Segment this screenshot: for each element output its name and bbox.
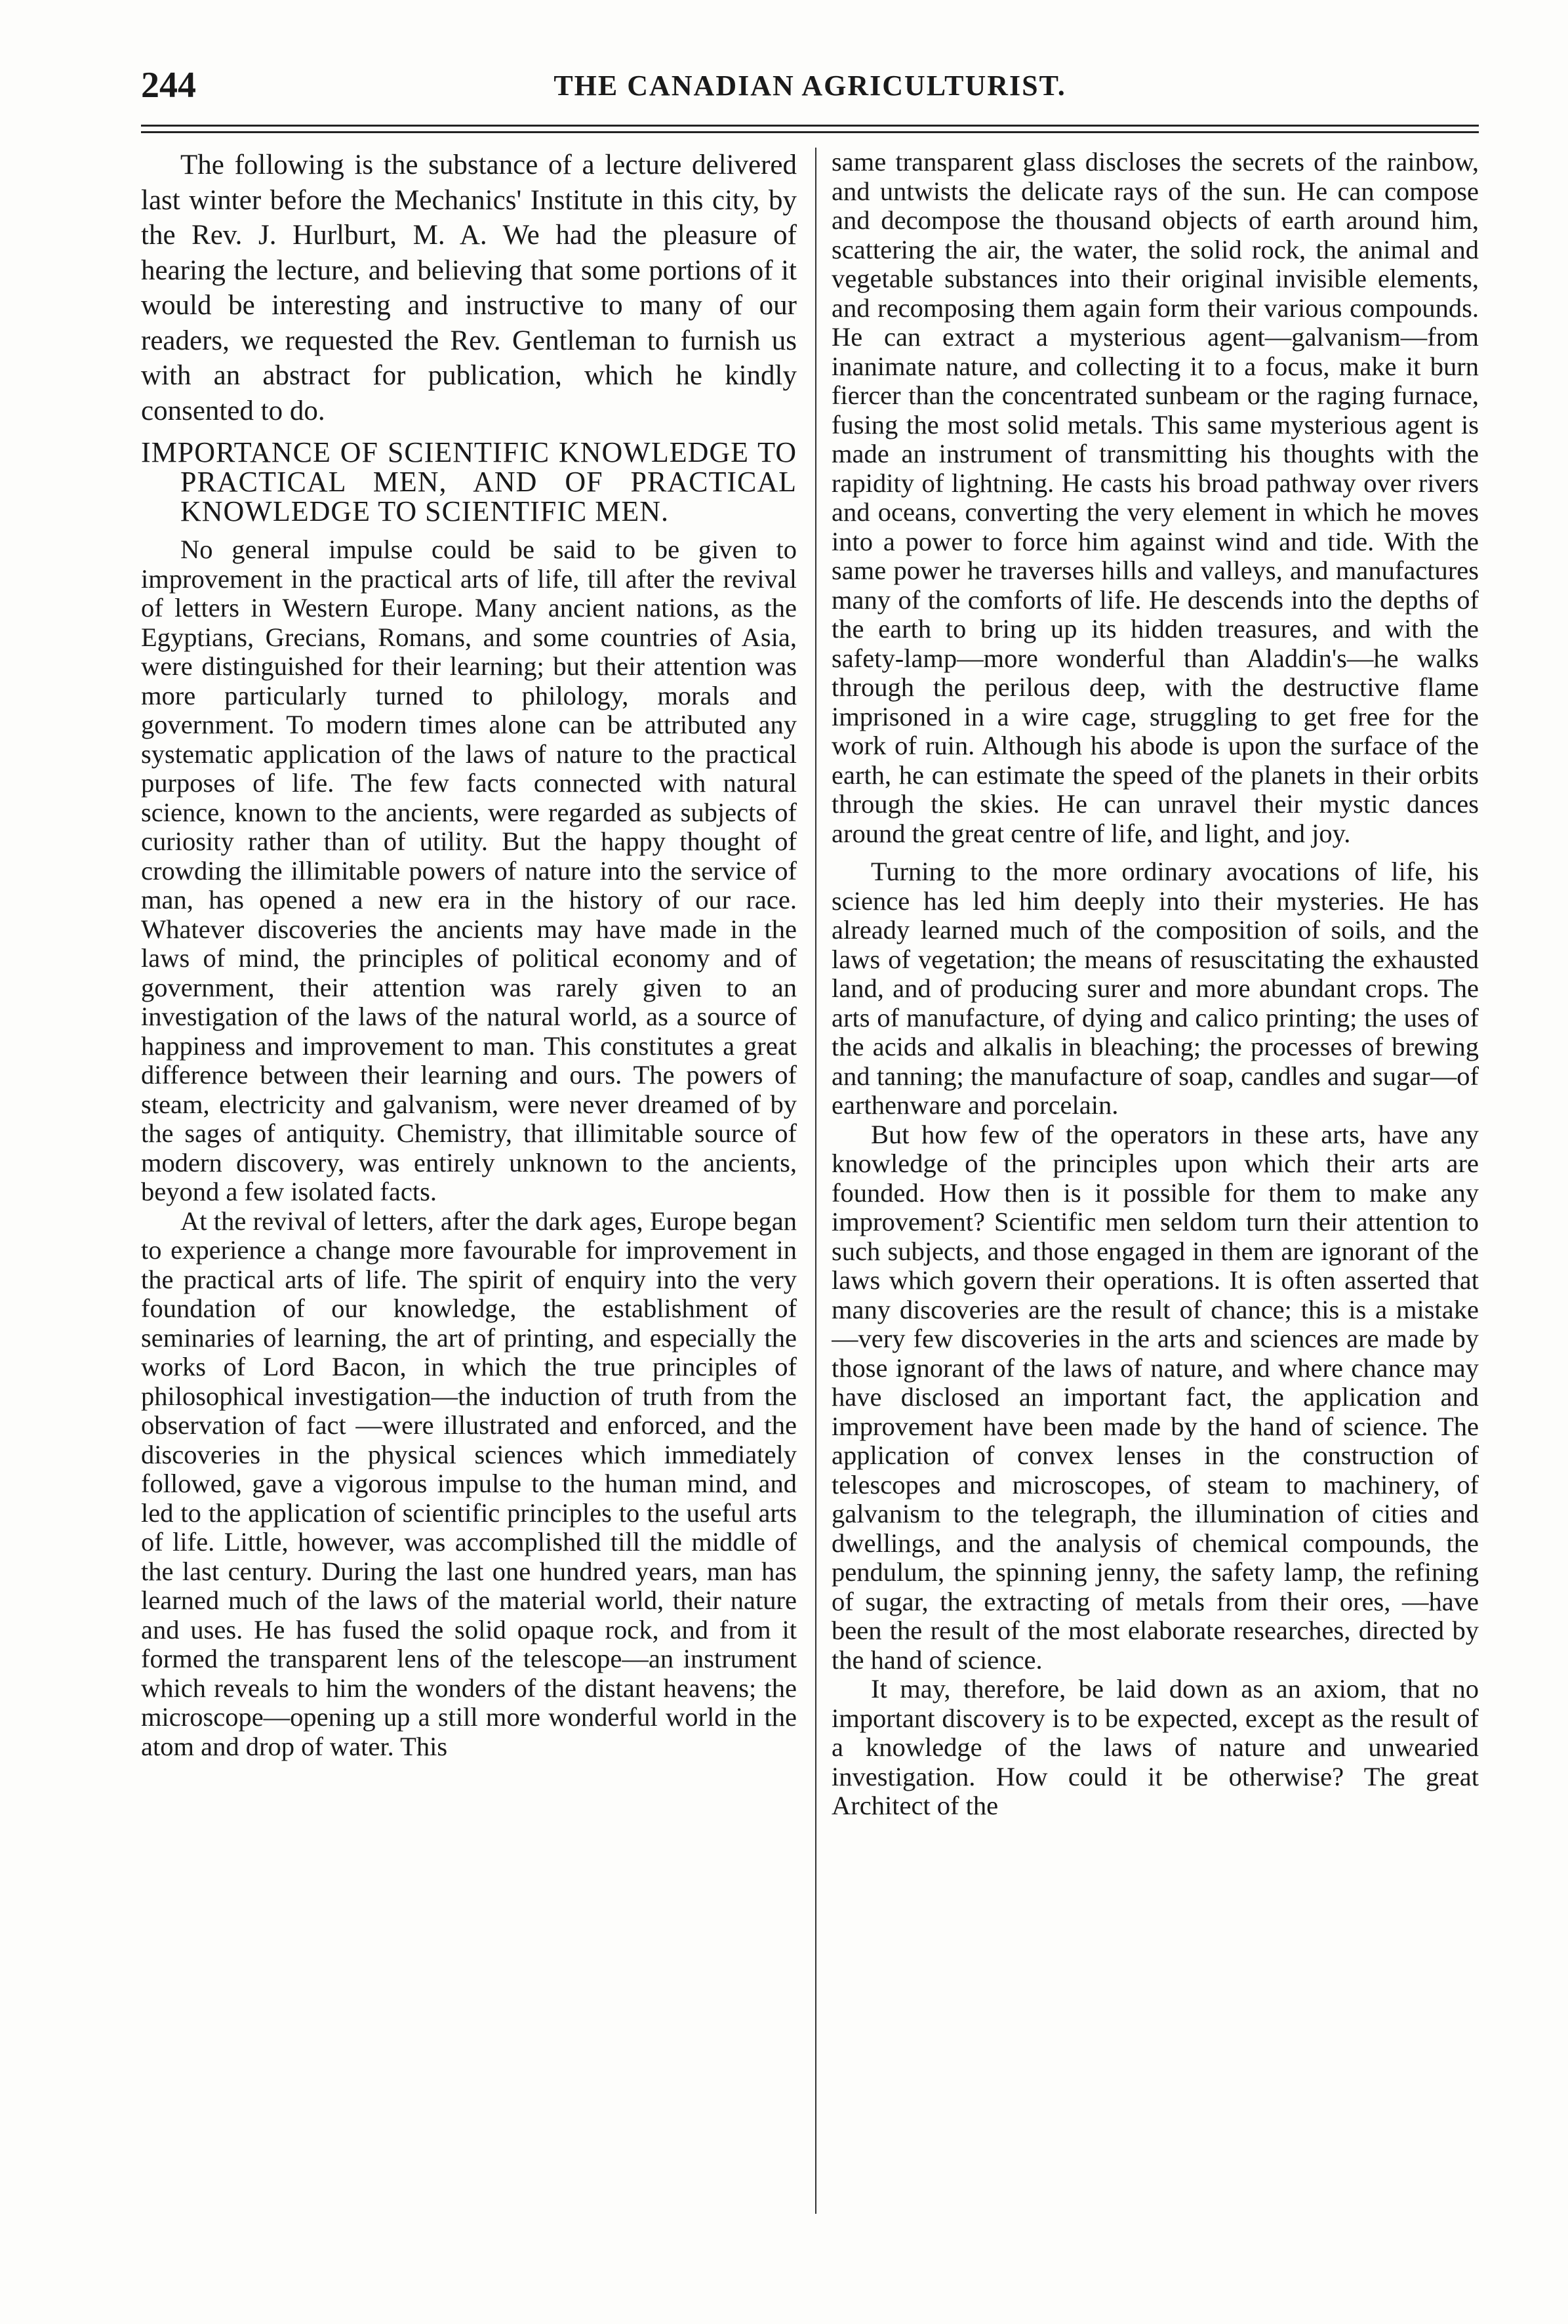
running-head (141, 66, 1479, 112)
header-rule (141, 125, 1479, 127)
article-heading: IMPORTANCE OF SCIENTIFIC KNOWLEDGE TO PRACTICAL MEN, AND OF PRACTICAL KNOWLEDGE TO SCIENTIFIC MEN. (141, 436, 797, 527)
article-paragraph: Turning to the more ordinary avocations of life, his science has led him deeply into their mysteries. He has already learned much of the composition of soils, and the laws of vegetation; the means of resuscitating the exhausted land, and of producing surer and more abundant crops. The arts of manufacture, of dying and calico printing; the uses of the acids and alkalis in bleaching; the processes of brewing and tanning; the manufacture of soap, candles and sugar—of earthenware and porcelain. (832, 857, 1479, 1120)
page-number: 244 (141, 65, 196, 106)
editorial-intro: The following is the substance of a lecture delivered last winter before the Mechanics' Institute in this city, by the Rev. J. Hurlburt, M. A. We had the pleasure of hearing the lecture, and believing that some portions of it would be interesting and instructive to many of our readers, we requested the Rev. Gentleman to furnish us with an abstract for publication, which he kindly consented to do. (141, 150, 797, 426)
header-rule (141, 131, 1479, 133)
article-paragraph: At the revival of letters, after the dark ages, Europe began to experience a change more favourable for improvement in the practical arts of life. The spirit of enquiry into the very foundation of our knowledge, the establishment of seminaries of learning, the art of printing, and especially the works of Lord Bacon, in which the true principles of philosophical investigation—the induction of truth from the observation of fact —were illustrated and enforced, and the discoveries in the physical sciences which immediately followed, gave a vigorous impulse to the human mind, and led to the application of scientific principles to the useful arts of life. Little, however, was accomplished till the middle of the last century. During the last one hundred years, man has learned much of the laws of the material world, their nature and uses. He has fused the solid opaque rock, and from it formed the transparent lens of the telescope—an instrument which reveals to him the wonders of the distant heavens; the microscope—opening up a still more wonderful world in the atom and drop of water. This (141, 1206, 797, 1761)
article-paragraph: No general impulse could be said to be given to improvement in the practical arts of life, till after the revival of letters in Western Europe. Many ancient nations, as the Egyptians, Grecians, Romans, and some countries of Asia, were distinguished for their learning; but their attention was more particularly turned to philology, morals and government. To modern times alone can be attributed any systematic application of the laws of nature to the practical purposes of life. The few facts connected with natural science, known to the ancients, were regarded as subjects of curiosity rather than of utility. But the happy thought of crowding the illimitable powers of nature into the service of man, has opened a new era in the history of our race. Whatever discoveries the ancients may have made in the laws of mind, the principles of political economy and of government, their attention was rarely given to an investigation of the laws of the natural world, as a source of happiness and improvement to man. This constitutes a great difference between their learning and ours. The powers of steam, electricity and galvanism, were never dreamed of by the sages of antiquity. Chemistry, that illimitable source of modern discovery, was entirely unknown to the ancients, beyond a few isolated facts. (141, 535, 797, 1206)
article-paragraph: But how few of the operators in these arts, have any knowledge of the principles upon which their arts are founded. How then is it possible for them to make any improvement? Scientific men seldom turn their attention to such subjects, and those engaged in them are ignorant of the laws which govern their operations. It is often asserted that many discoveries are the result of chance; this is a mistake—very few discoveries in the arts and sciences are made by those ignorant of the laws of nature, and where chance may have disclosed an important fact, the application and improvement have been made by the hand of science. The application of convex lenses in the construction of telescopes and microscopes, of steam to machinery, of galvanism to the telegraph, the illumination of cities and dwellings, and the analysis of chemical compounds, the pendulum, the spinning jenny, the safety lamp, the refining of sugar, the extracting of metals from their ores, —have been the result of the most elaborate researches, directed by the hand of science. (832, 1119, 1479, 1675)
article-paragraph: same transparent glass discloses the secrets of the rainbow, and untwists the delicate rays of the sun. He can compose and decompose the thousand objects of earth around him, scattering the air, the water, the solid rock, the animal and vegetable substances into their original invisible elements, and recomposing them again form their various compounds. He can extract a mysterious agent—galvanism—from inanimate nature, and collecting it to a focus, make it burn fiercer than the concentrated sunbeam or the raging furnace, fusing the most solid metals. This same mysterious agent is made an instrument of transmitting his thoughts with the rapidity of lightning. He casts his broad pathway over rivers and oceans, converting the very element in which he moves into a power to force him against wind and tide. With the same power he traverses hills and valleys, and manufactures many of the comforts of life. He descends into the depths of the earth to bring up its hidden treasures, and with the safety-lamp—more wonderful than Aladdin's—he walks through the perilous deep, with the destructive flame imprisoned in a wire cage, struggling to get free for the work of ruin. Although his abode is upon the surface of the earth, he can estimate the speed of the planets in their orbits through the skies. He can unravel their mystic dances around the great centre of life, and light, and joy. (832, 148, 1479, 848)
left-column (141, 148, 797, 2207)
article-paragraph: It may, therefore, be laid down as an axiom, that no important discovery is to be expected, except as the result of a knowledge of the laws of nature and unwearied investigation. How could it be otherwise? The great Architect of the (832, 1674, 1479, 1820)
right-column (832, 148, 1479, 2207)
column-divider (815, 148, 816, 2214)
journal-title: THE CANADIAN AGRICULTURIST. (553, 70, 1066, 102)
